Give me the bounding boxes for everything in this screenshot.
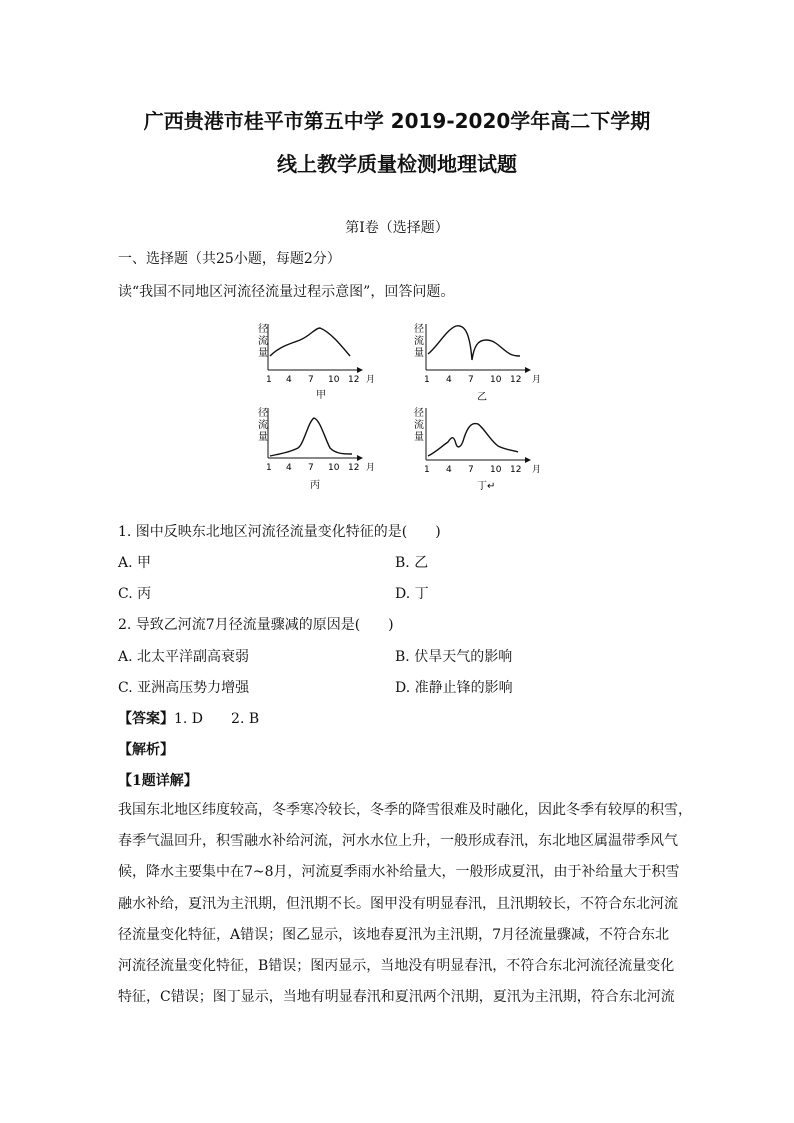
explanation-line: 径流量变化特征，A错误；图乙显示，该地春夏汛为主汛期，7月径流量骤减，不符合东北 bbox=[118, 926, 670, 943]
x-tick: 1 bbox=[424, 465, 430, 475]
panel-label: 甲 bbox=[316, 390, 326, 401]
panel-label: 丙 bbox=[310, 480, 320, 491]
panel-label: 乙 bbox=[477, 392, 487, 403]
ylabel-char: 量 bbox=[414, 348, 424, 359]
ylabel-char: 量 bbox=[258, 348, 268, 359]
panel-label: 丁↵ bbox=[477, 481, 496, 492]
explanation-line: 候，降水主要集中在7~8月，河流夏季雨水补给量大，一般形成夏汛，由于补给量大于积雪 bbox=[118, 864, 680, 881]
ylabel-char: 径 bbox=[414, 324, 424, 335]
ylabel-bing bbox=[258, 407, 268, 443]
runoff-curve-bing bbox=[270, 418, 352, 456]
runoff-curve-yi bbox=[428, 326, 520, 360]
x-tick: 1 bbox=[266, 463, 272, 473]
question-1-option-b: B. 乙 bbox=[395, 555, 429, 571]
x-ticks-bing bbox=[266, 462, 375, 473]
panel-yi bbox=[414, 323, 541, 403]
x-tick: 12 bbox=[348, 375, 360, 385]
question-2-option-b: B. 伏旱天气的影响 bbox=[395, 649, 513, 665]
question-1-option-d: D. 丁 bbox=[395, 586, 429, 602]
question-1-stem: 1. 图中反映东北地区河流径流量变化特征的是( ) bbox=[118, 524, 441, 540]
x-unit: 月 bbox=[366, 375, 376, 385]
x-tick: 10 bbox=[490, 465, 502, 475]
x-unit: 月 bbox=[532, 465, 542, 475]
x-unit: 月 bbox=[532, 375, 542, 385]
question-1-option-c: C. 丙 bbox=[118, 586, 152, 602]
x-ticks-ding bbox=[424, 464, 541, 475]
ylabel-char: 量 bbox=[414, 432, 424, 443]
question-2-stem: 2. 导致乙河流7月径流量骤减的原因是( ) bbox=[118, 617, 394, 633]
explanation-line: 河流径流量变化特征，B错误；图丙显示，当地没有明显春汛，不符合东北河流径流量变化 bbox=[118, 958, 675, 975]
panel-ding bbox=[414, 407, 541, 492]
x-tick: 12 bbox=[510, 375, 522, 385]
ylabel-char: 流 bbox=[414, 420, 424, 431]
x-tick: 10 bbox=[328, 375, 340, 385]
x-tick: 4 bbox=[286, 463, 292, 473]
x-tick: 4 bbox=[286, 375, 292, 385]
panel-bing bbox=[258, 407, 375, 491]
ylabel-yi bbox=[414, 323, 424, 359]
x-tick: 4 bbox=[446, 375, 452, 385]
x-tick: 12 bbox=[348, 463, 360, 473]
runoff-figure bbox=[0, 318, 794, 493]
x-unit: 月 bbox=[366, 463, 376, 473]
section-heading: 一、选择题（共25小题，每题2分） bbox=[118, 251, 341, 267]
question-2-option-d: D. 准静止锋的影响 bbox=[395, 680, 513, 696]
x-ticks-yi bbox=[424, 374, 541, 385]
analysis-label: 【解析】 bbox=[118, 742, 174, 758]
runoff-curve-jia bbox=[270, 328, 350, 356]
runoff-curve-ding bbox=[428, 424, 518, 456]
x-tick: 7 bbox=[308, 375, 314, 385]
ylabel-char: 量 bbox=[258, 432, 268, 443]
question-intro: 读“我国不同地区河流径流量过程示意图”，回答问题。 bbox=[118, 284, 455, 300]
x-ticks-jia bbox=[266, 374, 375, 385]
answer-value: 1. D 2. B bbox=[174, 711, 260, 727]
explanation-line: 我国东北地区纬度较高，冬季寒冷较长，冬季的降雪很难及时融化，因此冬季有较厚的积雪， bbox=[118, 802, 692, 818]
answer-label: 【答案】 bbox=[118, 711, 174, 727]
x-tick: 4 bbox=[446, 465, 452, 475]
ylabel-char: 流 bbox=[258, 336, 268, 347]
x-tick: 10 bbox=[490, 375, 502, 385]
document-title-line1: 广西贵港市桂平市第五中学 2019-2020学年高二下学期 bbox=[143, 109, 651, 133]
x-tick: 7 bbox=[468, 375, 474, 385]
ylabel-char: 流 bbox=[258, 420, 268, 431]
x-tick: 10 bbox=[328, 463, 340, 473]
ylabel-char: 流 bbox=[414, 336, 424, 347]
ylabel-jia bbox=[258, 323, 268, 359]
explanation-line: 融水补给，夏汛为主汛期，但汛期不长。图甲没有明显春汛，且汛期较长，不符合东北河流 bbox=[118, 895, 678, 912]
ylabel-char: 径 bbox=[258, 324, 268, 335]
question-1-option-a: A. 甲 bbox=[118, 555, 152, 571]
document-title-line2: 线上教学质量检测地理试题 bbox=[277, 152, 517, 176]
x-tick: 1 bbox=[266, 375, 272, 385]
explanation-line: 特征，C错误；图丁显示，当地有明显春汛和夏汛两个汛期，夏汛为主汛期，符合东北河流 bbox=[118, 989, 675, 1006]
x-tick: 12 bbox=[510, 465, 522, 475]
explanation-paragraph bbox=[118, 795, 692, 1013]
explanation-line: 春季气温回升，积雪融水补给河流，河水水位上升，一般形成春汛，东北地区属温带季风气 bbox=[118, 833, 678, 850]
x-tick: 7 bbox=[308, 463, 314, 473]
panel-jia bbox=[258, 323, 375, 401]
question-2-option-c: C. 亚洲高压势力增强 bbox=[118, 680, 250, 696]
x-tick: 1 bbox=[424, 375, 430, 385]
detail-label: 【1题详解】 bbox=[118, 773, 198, 789]
x-tick: 7 bbox=[468, 465, 474, 475]
volume-heading: 第I卷（选择题） bbox=[345, 220, 449, 236]
ylabel-char: 径 bbox=[414, 408, 424, 419]
question-2-option-a: A. 北太平洋副高衰弱 bbox=[118, 649, 250, 665]
ylabel-char: 径 bbox=[258, 408, 268, 419]
ylabel-ding bbox=[414, 407, 424, 443]
answer-line bbox=[118, 708, 259, 728]
